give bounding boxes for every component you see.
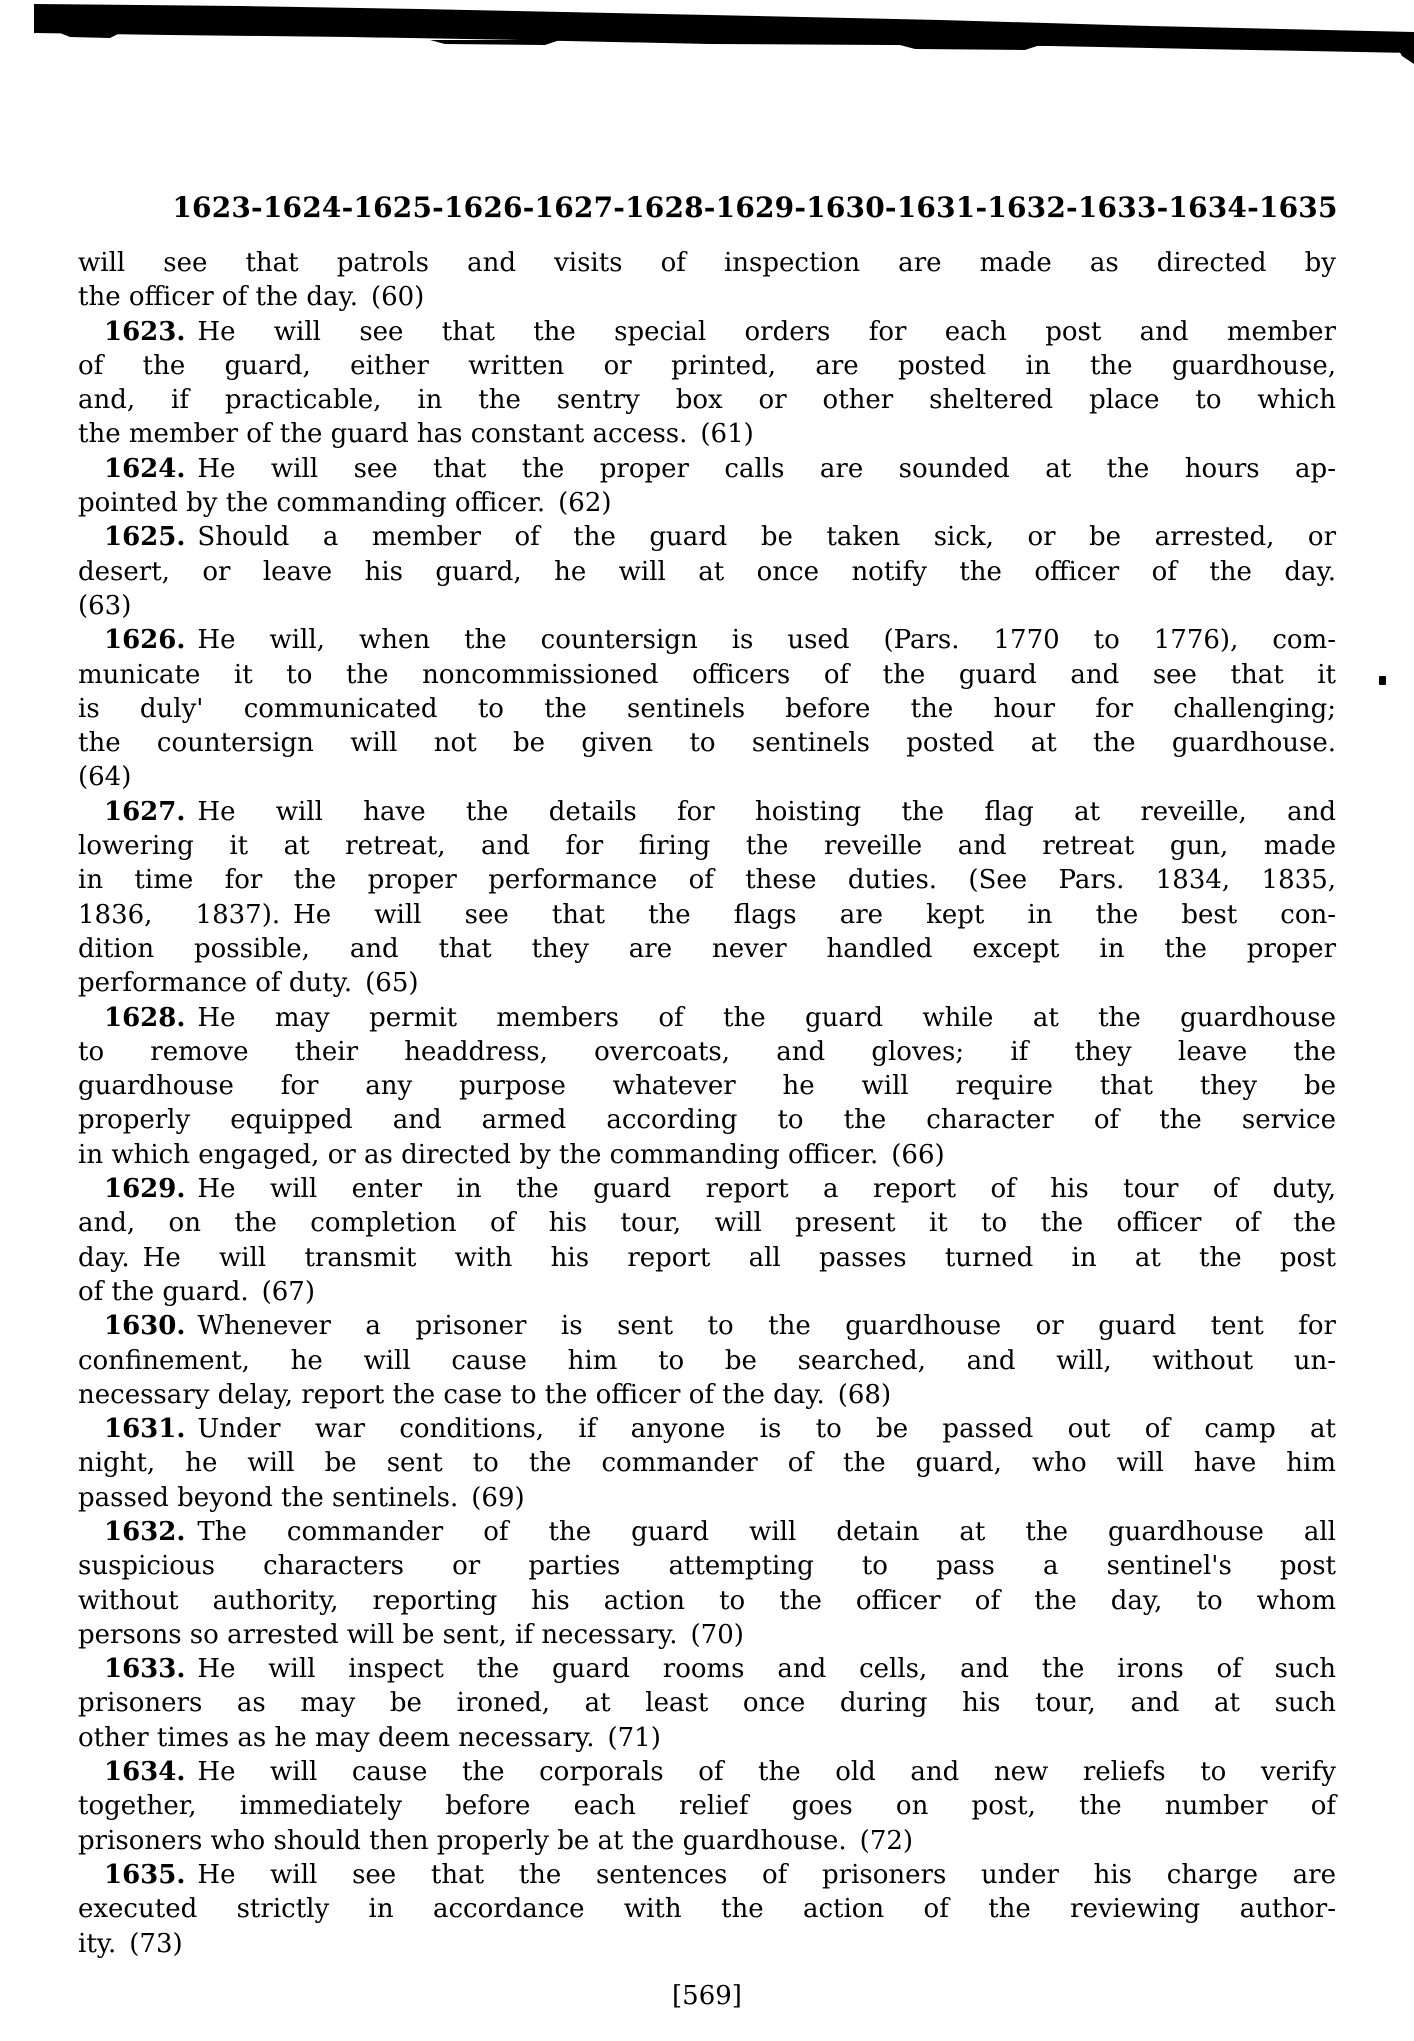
text-line: is duly' communicated to the sentinels before the hour for challenging; [78, 693, 1336, 724]
paragraph [78, 795, 1336, 1001]
paragraph [78, 315, 1336, 452]
paragraph-number: 1634. [104, 1757, 186, 1788]
text-line: 1635. He will see that the sentences of prisoners under his charge are [104, 1859, 1336, 1890]
text-line: passed beyond the sentinels. (69) [78, 1482, 525, 1513]
paragraph [78, 452, 1336, 521]
text-line: of the guard. (67) [78, 1276, 315, 1307]
text-line: in time for the proper performance of these duties. (See Pars. 1834, 1835, [78, 865, 1336, 896]
paragraph-number: 1633. [104, 1654, 186, 1685]
text-line: 1626. He will, when the countersign is used (Pars. 1770 to 1776), com- [104, 625, 1336, 656]
text-line: the member of the guard has constant access. (61) [78, 419, 754, 450]
paragraph-number: 1623. [104, 316, 186, 347]
paragraph-number: 1628. [104, 1002, 186, 1033]
text-line: 1625. Should a member of the guard be taken sick, or be arrested, or [104, 522, 1336, 553]
paragraph [78, 1755, 1336, 1858]
paragraph [78, 1001, 1336, 1172]
text-line: municate it to the noncommissioned officers of the guard and see that it [78, 659, 1336, 690]
text-line: pointed by the commanding officer. (62) [78, 488, 612, 519]
text-line: day. He will transmit with his report all passes turned in at the post [78, 1242, 1336, 1273]
text-line: will see that patrols and visits of inspection are made as directed by [78, 248, 1336, 278]
paragraph-number: 1627. [104, 796, 186, 827]
text-line: desert, or leave his guard, he will at once notify the officer of the day. [78, 556, 1336, 587]
text-line: 1836, 1837). He will see that the flags are kept in the best con- [78, 899, 1336, 930]
text-line: 1629. He will enter in the guard report a report of his tour of duty, [104, 1174, 1336, 1205]
text-line: the countersign will not be given to sentinels posted at the guardhouse. [78, 728, 1336, 759]
paragraph [78, 1172, 1336, 1309]
paragraph-number: 1631. [104, 1414, 186, 1445]
paragraph [78, 1858, 1336, 1961]
text-line: of the guard, either written or printed, are posted in the guardhouse, [78, 350, 1336, 381]
text-line: in which engaged, or as directed by the commanding officer. (66) [78, 1139, 945, 1170]
paragraph [78, 246, 1336, 315]
paragraph [78, 1515, 1336, 1652]
paragraph [78, 623, 1336, 794]
text-line: properly equipped and armed according to the character of the service [78, 1105, 1336, 1136]
paragraph [78, 1652, 1336, 1755]
text-line: (63) [78, 590, 132, 621]
paragraph-number: 1625. [104, 522, 186, 553]
text-line: dition possible, and that they are never handled except in the proper [78, 933, 1336, 964]
text-line: to remove their headdress, overcoats, and gloves; if they leave the [78, 1036, 1336, 1067]
text-line: together, immediately before each relief goes on post, the number of [78, 1791, 1336, 1822]
text-line: 1623. He will see that the special orders for each post and member [104, 316, 1336, 347]
text-line: 1624. He will see that the proper calls are sounded at the hours ap- [104, 453, 1336, 484]
text-line: persons so arrested will be sent, if necessary. (70) [78, 1619, 744, 1650]
paragraph-number: 1632. [104, 1516, 186, 1547]
text-line: necessary delay, report the case to the officer of the day. (68) [78, 1379, 892, 1410]
paragraph-number: 1626. [104, 625, 186, 656]
paragraph-number: 1630. [104, 1311, 186, 1342]
text-line: confinement, he will cause him to be searched, and will, without un- [78, 1345, 1336, 1376]
ink-speck-artifact [1379, 676, 1386, 685]
text-line: 1630. Whenever a prisoner is sent to the guardhouse or guard tent for [104, 1311, 1336, 1342]
text-line: lowering it at retreat, and for firing the reveille and retreat gun, made [78, 831, 1336, 862]
text-line: (64) [78, 762, 132, 793]
text-line: performance of duty. (65) [78, 968, 419, 999]
paragraph [78, 1309, 1336, 1412]
document-body [78, 246, 1336, 1961]
page-number: [569] [672, 1981, 742, 2011]
text-line: 1633. He will inspect the guard rooms and cells, and the irons of such [104, 1654, 1336, 1685]
text-line: other times as he may deem necessary. (71) [78, 1722, 661, 1753]
text-line: and, on the completion of his tour, will present it to the officer of the [78, 1208, 1336, 1239]
text-line: the officer of the day. (60) [78, 282, 425, 313]
text-line: 1631. Under war conditions, if anyone is to be passed out of camp at [104, 1414, 1336, 1445]
paragraph-number: 1629. [104, 1174, 186, 1205]
text-line: 1628. He may permit members of the guard while at the guardhouse [104, 1002, 1336, 1033]
scan-artifact-bar [0, 0, 1414, 70]
text-line: 1634. He will cause the corporals of the old and new reliefs to verify [104, 1757, 1336, 1788]
text-line: without authority, reporting his action to the officer of the day, to whom [78, 1585, 1336, 1616]
text-line: night, he will be sent to the commander of the guard, who will have him [78, 1448, 1336, 1479]
paragraph-number: 1635. [104, 1859, 186, 1890]
text-line: guardhouse for any purpose whatever he will require that they be [78, 1071, 1336, 1102]
paragraph [78, 1412, 1336, 1515]
text-line: and, if practicable, in the sentry box or other sheltered place to which [78, 385, 1336, 416]
text-line: 1632. The commander of the guard will detain at the guardhouse all [104, 1516, 1336, 1547]
text-line: 1627. He will have the details for hoisting the flag at reveille, and [104, 796, 1336, 827]
text-line: ity. (73) [78, 1928, 183, 1959]
paragraph-number: 1624. [104, 453, 186, 484]
paragraph-range-header: 1623-1624-1625-1626-1627-1628-1629-1630-1631-1632-1633-1634-1635 [172, 191, 1338, 224]
text-line: suspicious characters or parties attempting to pass a sentinel's post [78, 1551, 1336, 1582]
text-line: executed strictly in accordance with the action of the reviewing author- [78, 1894, 1336, 1925]
text-line: prisoners as may be ironed, at least once during his tour, and at such [78, 1688, 1336, 1719]
paragraph [78, 520, 1336, 623]
text-line: prisoners who should then properly be at the guardhouse. (72) [78, 1825, 914, 1856]
